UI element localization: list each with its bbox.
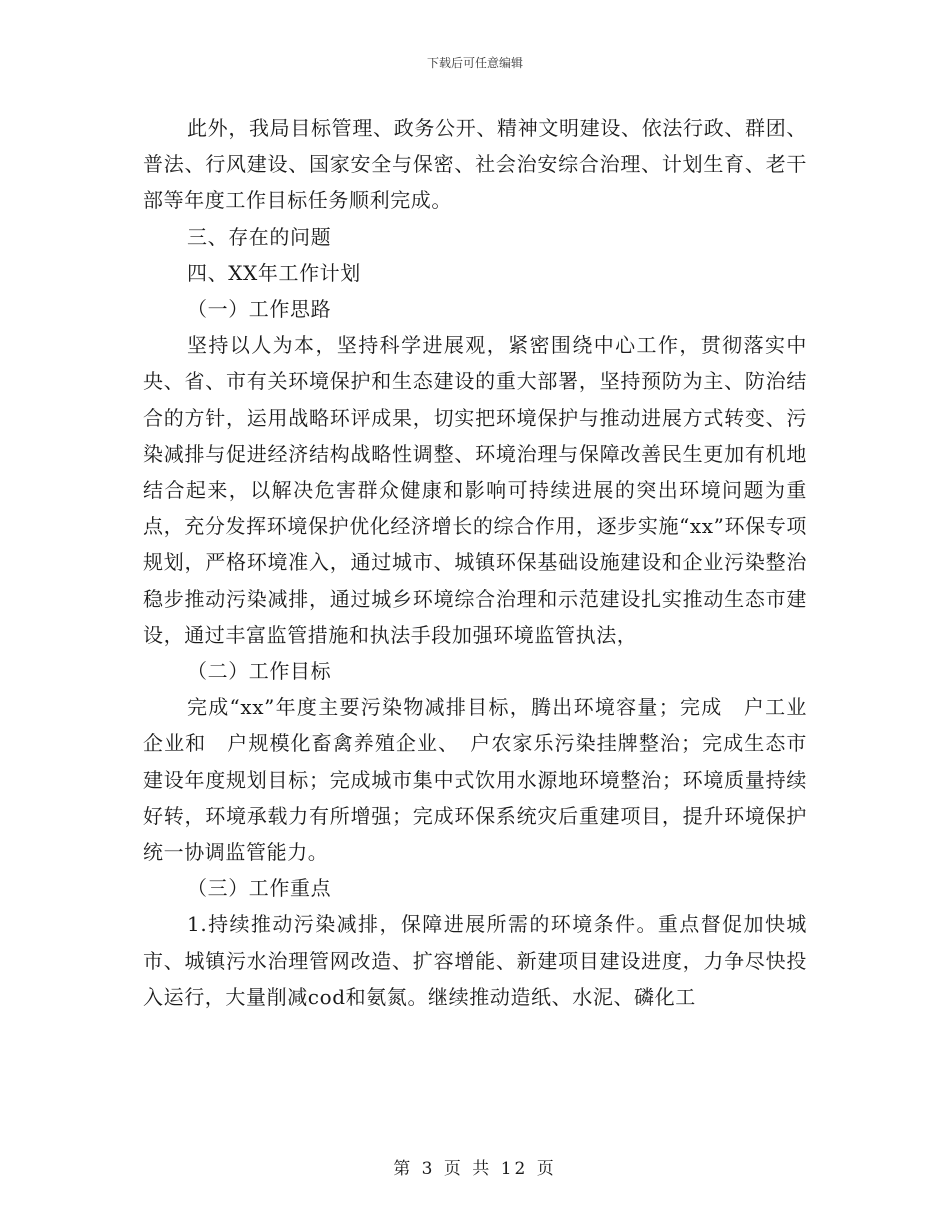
heading-work-plan: 四、XX年工作计划: [187, 260, 361, 285]
paragraph-work-approach: 坚持以人为本，坚持科学进展观，紧密围绕中心工作，贯彻落实中央、省、市有关环境保护和生态建设的重大部署，坚持预防为主、防治结合的方针，运用战略环评成果，切实把环境保护与推动进展方式转变、污染减排与促进经济结构战略性调整、环境治理与保障改善民生更加有机地结合起来，以解决危害群众健康和影响可持续进展的突出环境问题为重点，充分发挥环境保护优化经济增长的综合作用，逐步实施“xx”环保专项规划，严格环境准入，通过城市、城镇环保基础设施建设和企业污染整治稳步推动污染减排，通过城乡环境综合治理和示范建设扎实推动生态市建设，通过丰富监管措施和执法手段加强环境监管执法，: [143, 333, 807, 647]
subheading-work-goals: （二）工作目标: [187, 659, 332, 684]
document-body: [143, 110, 807, 1015]
paragraph-other-achievements: 此外，我局目标管理、政务公开、精神文明建设、依法行政、群团、普法、行风建设、国家安全与保密、社会治安综合治理、计划生育、老干部等年度工作目标任务顺利完成。: [143, 116, 807, 213]
paragraph-priority-1: 1.持续推动污染减排，保障进展所需的环境条件。重点督促加快城市、城镇污水治理管网改造、扩容增能、新建项目建设进度，力争尽快投入运行，大量削减cod和氨氮。继续推动造纸、水泥、磷化工: [143, 912, 807, 1009]
subheading-work-priorities: （三）工作重点: [187, 876, 332, 901]
paragraph-work-goals: 完成“xx”年度主要污染物减排目标，腾出环境容量；完成 户工业企业和 户规模化畜禽养殖企业、 户农家乐污染挂牌整治；完成生态市建设年度规划目标；完成城市集中式饮用水源地环境整治；环境质量持续好转，环境承载力有所增强；完成环保系统灾后重建项目，提升环境保护统一协调监管能力。: [143, 695, 807, 865]
heading-existing-problems: 三、存在的问题: [187, 224, 332, 249]
page-number-footer: 第 3 页 共 12 页: [393, 1159, 557, 1179]
page-header-note: 下载后可任意编辑: [426, 56, 523, 70]
subheading-work-approach: （一）工作思路: [187, 297, 332, 322]
